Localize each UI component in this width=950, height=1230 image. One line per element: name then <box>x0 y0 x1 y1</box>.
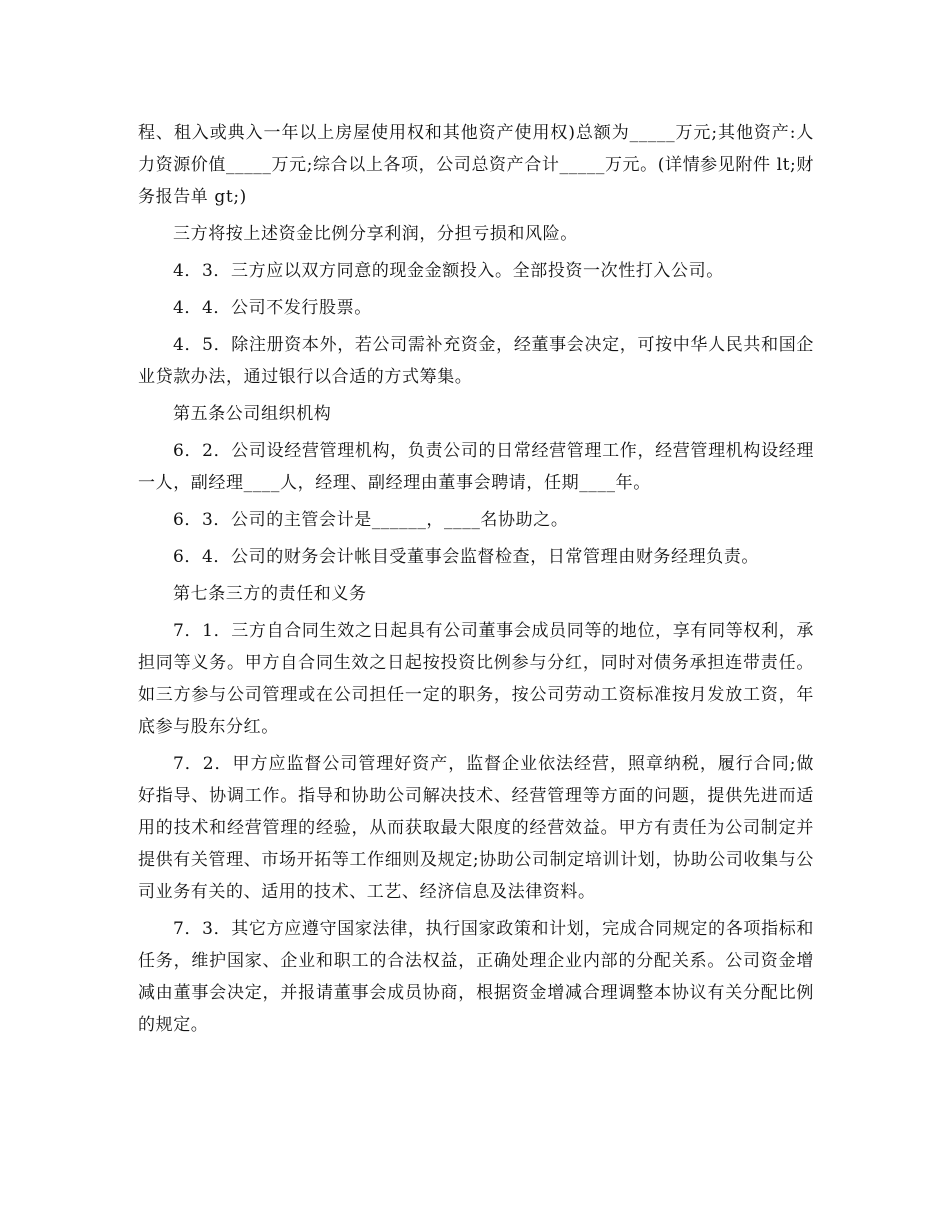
paragraph-continued-assets: 程、租入或典入一年以上房屋使用权和其他资产使用权)总额为_____万元;其他资产:人力资源价值_____万元;综合以上各项，公司总资产合计_____万元。(详情参见附件 lt;财务报告单 gt;) <box>138 123 814 207</box>
clause-7-3: 7．3．其它方应遵守国家法律，执行国家政策和计划，完成合同规定的各项指标和任务，维护国家、企业和职工的合法权益，正确处理企业内部的分配关系。公司资金增减由董事会决定，并报请董事会成员协商，根据资金增减合理调整本协议有关分配比例的规定。 <box>138 919 814 1035</box>
article-5-heading: 第五条公司组织机构 <box>173 404 332 424</box>
paragraph-profit-sharing: 三方将按上述资金比例分享利润，分担亏损和风险。 <box>173 224 578 244</box>
article-7-heading: 第七条三方的责任和义务 <box>173 584 367 604</box>
clause-4-4: 4．4．公司不发行股票。 <box>173 298 372 318</box>
clause-4-5: 4．5．除注册资本外，若公司需补充资金，经董事会决定，可按中华人民共和国企业贷款办法，通过银行以合适的方式筹集。 <box>138 335 814 387</box>
clause-6-4: 6．4．公司的财务会计帐目受董事会监督检查，日常管理由财务经理负责。 <box>173 547 760 567</box>
document-body <box>138 117 814 1046</box>
clause-6-3: 6．3．公司的主管会计是______，____名协助之。 <box>173 510 569 530</box>
clause-6-2: 6．2．公司设经营管理机构，负责公司的日常经营管理工作，经营管理机构设经理一人，副经理____人，经理、副经理由董事会聘请，任期____年。 <box>138 441 814 493</box>
clause-7-2: 7．2．甲方应监督公司管理好资产，监督企业依法经营，照章纳税，履行合同;做好指导、协调工作。指导和协助公司解决技术、经营管理等方面的问题，提供先进而适用的技术和经营管理的经验，从而获取最大限度的经营效益。甲方有责任为公司制定并提供有关管理、市场开拓等工作细则及规定;协助公司制定培训计划，协助公司收集与公司业务有关的、适用的技术、工艺、经济信息及法律资料。 <box>138 754 814 902</box>
clause-4-3: 4．3．三方应以双方同意的现金金额投入。全部投资一次性打入公司。 <box>173 261 724 281</box>
clause-7-1: 7．1．三方自合同生效之日起具有公司董事会成员同等的地位，享有同等权利，承担同等义务。甲方自合同生效之日起按投资比例参与分红，同时对债务承担连带责任。如三方参与公司管理或在公司担任一定的职务，按公司劳动工资标准按月发放工资，年底参与股东分红。 <box>138 621 814 737</box>
